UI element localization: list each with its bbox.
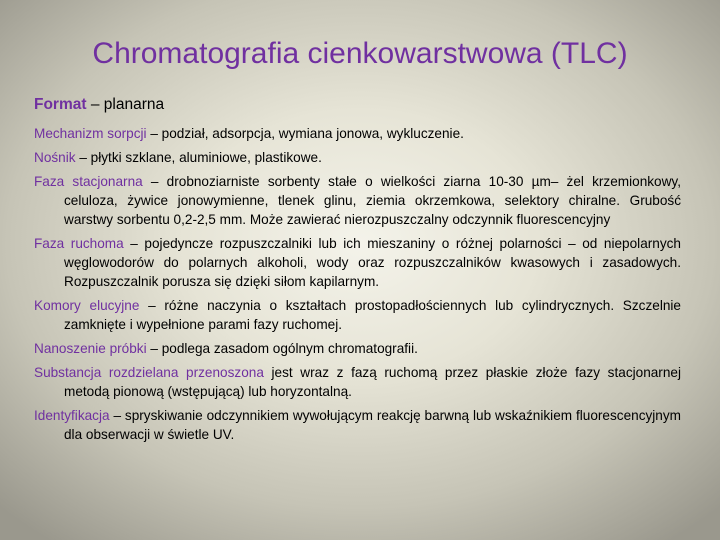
- separated-substance-term: Substancja rozdzielana przenoszona: [34, 365, 264, 380]
- support-text: – płytki szklane, aluminiowe, plastikowe.: [75, 150, 322, 165]
- format-text: – planarna: [86, 96, 165, 113]
- support-paragraph: [34, 148, 681, 167]
- mobile-phase-term: Faza ruchoma: [34, 236, 124, 251]
- separated-substance-paragraph: [34, 363, 681, 401]
- mobile-phase-paragraph: [34, 234, 681, 291]
- identification-term: Identyfikacja: [34, 408, 110, 423]
- elution-chambers-term: Komory elucyjne: [34, 298, 140, 313]
- format-paragraph: [34, 95, 681, 114]
- identification-paragraph: [34, 406, 681, 444]
- identification-text: – spryskiwanie odczynnikiem wywołującym reakcję barwną lub wskaźnikiem fluorescencyjnym dla obserwacji w świetle UV.: [64, 408, 681, 442]
- stationary-phase-text: – drobnoziarniste sorbenty stałe o wielkości ziarna 10-30 µm– żel krzemionkowy, celuloza, żywice jonowymienne, tlenek glinu, ziemia okrzemkowa, selektory chiralne. Grubość warstwy sorbentu 0,2-2,5 mm. Może zawierać nierozpuszczalny odczynnik fluorescencyjny: [64, 174, 681, 227]
- elution-chambers-paragraph: [34, 296, 681, 334]
- support-term: Nośnik: [34, 150, 76, 165]
- stationary-phase-term: Faza stacjonarna: [34, 174, 143, 189]
- sample-application-term: Nanoszenie próbki: [34, 341, 147, 356]
- slide-title: Chromatografia cienkowarstwowa (TLC): [92, 37, 628, 70]
- mobile-phase-text: – pojedyncze rozpuszczalniki lub ich mieszaniny o różnej polarności – od niepolarnych węglowodorów do polarnych alkoholi, wody oraz rozpuszczalników kwasowych i zasadowych. Rozpuszczalnik porusza się dzięki siłom kapilarnym.: [64, 236, 681, 289]
- sample-application-text: – podlega zasadom ogólnym chromatografii.: [146, 341, 418, 356]
- stationary-phase-paragraph: [34, 172, 681, 229]
- sorption-mechanism-text: – podział, adsorpcja, wymiana jonowa, wykluczenie.: [146, 126, 464, 141]
- slide-content: [34, 95, 681, 449]
- sample-application-paragraph: [34, 339, 681, 358]
- sorption-mechanism-paragraph: [34, 124, 681, 143]
- format-term: Format: [34, 96, 87, 113]
- elution-chambers-text: – różne naczynia o kształtach prostopadłościennych lub cylindrycznych. Szczelnie zamknięte i wypełnione parami fazy ruchomej.: [64, 298, 681, 332]
- sorption-mechanism-term: Mechanizm sorpcji: [34, 126, 147, 141]
- separated-substance-text: jest wraz z fazą ruchomą przez płaskie złoże fazy stacjonarnej metodą pionową (wstępującą) lub horyzontalną.: [64, 365, 681, 399]
